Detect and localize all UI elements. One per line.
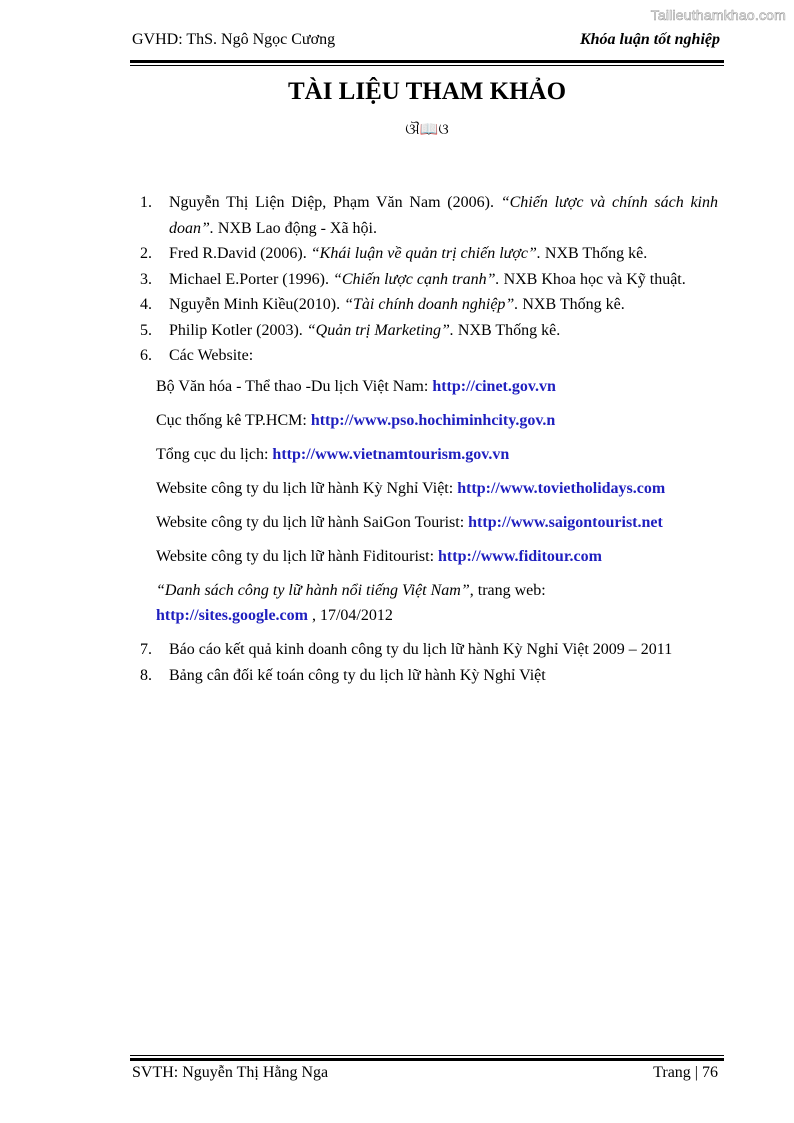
website-item	[156, 408, 718, 434]
website-link[interactable]: http://www.pso.hochiminhcity.gov.n	[310, 411, 556, 429]
google-reference-date: , 17/04/2012	[311, 607, 393, 624]
google-reference-link-line	[156, 603, 718, 629]
reference-number: 6.	[140, 347, 152, 364]
google-reference-title: “Danh sách công ty lữ hành nổi tiếng Việt Nam”	[156, 581, 470, 599]
reference-item	[140, 241, 718, 267]
reference-author: Nguyễn Minh Kiều(2010).	[169, 296, 345, 313]
reference-text	[169, 318, 718, 344]
header-rule-thin	[130, 65, 724, 66]
reference-text: Các Website:	[169, 347, 254, 364]
reference-author: Fred R.David (2006).	[169, 245, 311, 262]
reference-number: 5.	[140, 321, 152, 339]
reference-text	[169, 190, 718, 241]
website-link[interactable]: http://www.fiditour.com	[438, 547, 602, 565]
reference-title: “Quản trị Marketing”.	[306, 321, 454, 339]
reference-number: 1.	[140, 194, 152, 211]
website-label: Bộ Văn hóa - Thể thao -Du lịch Việt Nam:	[156, 377, 429, 395]
reference-publisher: NXB Lao động - Xã hội.	[213, 219, 377, 237]
google-reference	[156, 578, 718, 604]
website-item	[156, 544, 718, 570]
website-item	[156, 374, 718, 400]
website-item	[156, 510, 718, 536]
header-supervisor: GVHD: ThS. Ngô Ngọc Cương	[132, 31, 336, 48]
reference-text: Bảng cân đối kế toán công ty du lịch lữ hành Kỳ Nghỉ Việt	[169, 666, 546, 684]
reference-number: 2.	[140, 245, 152, 262]
reference-publisher: NXB Khoa học và Kỹ thuật.	[499, 270, 686, 288]
reference-number: 7.	[140, 641, 152, 658]
reference-author: Philip Kotler (2003).	[169, 321, 307, 339]
reference-text	[169, 267, 718, 293]
website-link[interactable]: http://www.vietnamtourism.gov.vn	[272, 445, 510, 463]
reference-author: Michael E.Porter (1996).	[169, 270, 333, 288]
website-label: Tổng cục du lịch:	[156, 445, 269, 463]
website-label: Website công ty du lịch lữ hành SaiGon Tourist:	[156, 513, 465, 531]
reference-title: “Chiến lược và chính sách kinh doan”.	[169, 194, 719, 237]
reference-number: 4.	[140, 296, 152, 313]
reference-item	[140, 190, 718, 241]
footer-rule-thick	[130, 1058, 724, 1061]
watermark-text: Tailieuthamkhao.com	[650, 7, 786, 23]
website-label: Website công ty du lịch lữ hành Fiditourist:	[156, 547, 435, 565]
reference-text	[169, 292, 718, 318]
reference-text: Báo cáo kết quả kinh doanh công ty du lịch lữ hành Kỳ Nghỉ Việt 2009 – 2011	[169, 641, 673, 658]
reference-item	[140, 318, 718, 344]
website-link[interactable]: http://cinet.gov.vn	[432, 377, 556, 395]
reference-publisher: NXB Thống kê.	[540, 245, 648, 262]
website-list	[156, 374, 718, 629]
google-reference-text: , trang web:	[469, 581, 546, 599]
page-title: TÀI LIỆU THAM KHẢO	[287, 78, 567, 105]
website-item	[156, 476, 718, 502]
reference-publisher: NXB Thống kê.	[453, 321, 561, 339]
website-link[interactable]: http://www.tovietholidays.com	[457, 479, 666, 497]
reference-item	[140, 267, 718, 293]
website-item	[156, 442, 718, 468]
footer-student: SVTH: Nguyễn Thị Hằng Nga	[132, 1064, 329, 1081]
reference-item	[140, 637, 718, 663]
header-rule-thick	[130, 60, 724, 63]
website-label: Cục thống kê TP.HCM:	[156, 411, 307, 429]
website-label: Website công ty du lịch lữ hành Kỳ Nghỉ Việt:	[156, 479, 454, 497]
reference-item	[140, 292, 718, 318]
reference-author: Nguyễn Thị Liện Diệp, Phạm Văn Nam (2006).	[169, 194, 501, 211]
reference-text	[169, 241, 718, 267]
reference-number: 3.	[140, 270, 152, 288]
book-ornament-icon: ଔ📖ଓ	[405, 122, 449, 138]
reference-title: “Chiến lược cạnh tranh”.	[332, 270, 500, 288]
reference-publisher: NXB Thống kê.	[518, 296, 625, 313]
website-link[interactable]: http://www.saigontourist.net	[468, 513, 663, 531]
footer-page-number: Trang | 76	[653, 1064, 718, 1081]
reference-item	[140, 343, 718, 369]
header-document-type: Khóa luận tốt nghiệp	[579, 31, 720, 48]
reference-item	[140, 663, 718, 689]
reference-list	[140, 190, 718, 688]
footer-rule-thin	[130, 1055, 724, 1056]
website-link[interactable]: http://sites.google.com	[156, 607, 308, 624]
reference-number: 8.	[140, 666, 152, 684]
reference-title: “Khái luận về quản trị chiến lược”.	[310, 245, 541, 262]
reference-title: “Tài chính doanh nghiệp”.	[344, 296, 519, 313]
